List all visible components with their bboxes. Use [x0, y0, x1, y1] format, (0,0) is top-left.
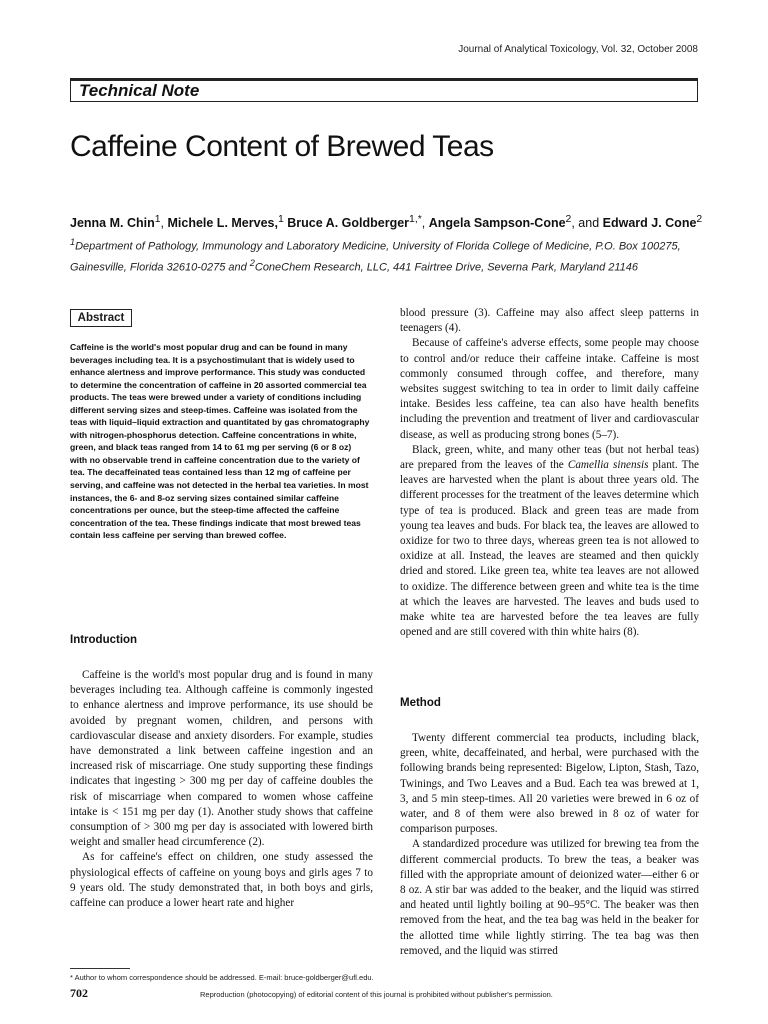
- introduction-heading: Introduction: [70, 634, 138, 646]
- section-banner: [70, 78, 698, 102]
- author-affil-mark: 2: [565, 214, 572, 225]
- author-affil-mark: 1: [277, 214, 284, 225]
- introduction-body: [70, 668, 373, 911]
- section-label: Technical Note: [79, 81, 200, 100]
- author-list: Jenna M. Chin$^1$, Michele L. Merves,$^1$ Bruce A. Goldberger$^{1,*}$, Angela Sampson-Cone$^2$, and Edward J. Cone$^2$: [70, 214, 703, 231]
- affil-mark: 2: [249, 257, 255, 268]
- author-affil-mark: 1: [154, 214, 161, 225]
- paragraph: As for caffeine's effect on children, one study assessed the physiological effects of caffeine on young boys and girls ages 7 to 9 years old. The study demonstrated that, in both boys and girls, caffeine can produce a lower heart rate and higher: [70, 851, 373, 910]
- footnote: * Author to whom correspondence should be addressed. E-mail: bruce-goldberger@ufl.edu.: [70, 973, 374, 982]
- paragraph: Caffeine is the world's most popular drug and is found in many beverages including tea. Although caffeine is commonly ingested to enhance alertness and improve performance, its use should be avoided by pregnant women, children, and persons with cardiovascular disease and anxiety disorders. For example, studies have demonstrated a link between caffeine ingestion and an increased risk of miscarriage. One study supporting these findings indicates that ingesting > 300 mg per day of caffeine doubles the risk of miscarriage when compared to women whose caffeine intake is < 151 mg per day (1). Another study shows that caffeine consumption of > 300 mg per day is associated with lowered birth weight and smaller head circumference (2).: [70, 669, 373, 849]
- paragraph: blood pressure (3). Caffeine may also affect sleep patterns in teenagers (4).: [400, 307, 699, 335]
- affil-mark: 1: [70, 237, 76, 247]
- paragraph: A standardized procedure was utilized for brewing tea from the different commercial products. To brew the teas, a beaker was filled with the appropriate amount of deionized water—either 6 or 8 oz. A stir bar was added to the beaker, and the liquid was stirred and heated until lightly boiling at 90–95°C. The beaker was then removed from the heat, and the tea bag was held in the beaker for the allotted time while lightly stirring. The tea bag was then removed, and the liquid was stirred: [400, 838, 699, 957]
- paragraph: Because of caffeine's adverse effects, some people may choose to control and/or reduce their caffeine intake. Caffeine is most commonly consumed through coffee, and therefore, many websites suggest switching to tea in order to limit daily caffeine intake. Besides less caffeine, tea can also have health benefits including the prevention and treatment of liver and cardiovascular disease, as well as producing strong bones (5–7).: [400, 337, 699, 441]
- abstract-text: Caffeine is the world's most popular drug and can be found in many beverages including tea. It is a psychostimulant that is widely used to enhance alertness and improve performance. This study was conducted to determine the concentration of caffeine in 20 assorted commercial tea products. The teas were brewed under a variety of conditions including different serving sizes and steep-times. Caffeine was isolated from the teas with liquid–liquid extraction and quantitated by gas chromatography with nitrogen-phosphorus detection. Caffeine concentrations in white, green, and black teas ranged from 14 to 61 mg per serving (6 or 8 oz) with no observable trend in caffeine concentration due to the variety of tea. The decaffeinated teas contained less than 12 mg of caffeine per serving, and caffeine was not detected in the herbal tea varieties. In most instances, the 6- and 8-oz serving sizes contained similar caffeine concentrations per ounce, but the steep-time affected the caffeine concentration of the tea. These findings indicate that most brewed teas contain less caffeine per serving than brewed coffee.: [70, 342, 370, 541]
- method-heading: Method: [400, 697, 441, 709]
- author-name: Jenna M. Chin: [70, 216, 155, 231]
- species-name: Camellia sinensis: [567, 459, 649, 472]
- author-conjunction: and: [578, 216, 600, 231]
- article-title: Caffeine Content of Brewed Teas: [70, 130, 494, 163]
- paragraph-text: Black, green, white, and many other teas (but not herbal teas) are prepared from the leaves of the: [400, 443, 699, 472]
- author-name: Michele L. Merves,: [167, 216, 278, 231]
- paragraph-text: plant. The leaves are harvested when the plant is about three years old. The different processes for the treatment of the leaves determine which type of tea is produced. Black and green teas are made from young tea leaves and buds. For black tea, the leaves are allowed to oxidize for two to three days, whereas green tea is not allowed to oxidize at all. Instead, the leaves are steamed and then quickly dried and stored. Like green tea, white tea leaves are not allowed to oxidize. The difference between green and white tea is the time at which the leaves are harvested. The leaves and buds used to make white tea are harvested before the tea leaves are fully opened and are still covered with thin white hairs (8).: [400, 459, 700, 639]
- author-affil-mark: 1,*: [409, 214, 422, 225]
- author-affil-mark: 2: [696, 214, 703, 225]
- author-name: Bruce A. Goldberger: [287, 216, 410, 231]
- paragraph: [400, 443, 699, 641]
- affiliation-line: ConeChem Research, LLC, 441 Fairtree Drive, Severna Park, Maryland 21146: [254, 261, 639, 274]
- page-number: 702: [70, 986, 88, 1000]
- affiliations: [70, 234, 710, 275]
- introduction-continued: [400, 306, 699, 640]
- method-body: [400, 731, 699, 959]
- paragraph: Twenty different commercial tea products, including black, green, white, decaffeinated, and herbal, were purchased with the following brands being represented: Bigelow, Lipton, Stash, Tazo, Twinings, and Two Leaves and a Bud. Each tea was brewed at 1, 3, and 5 min steep-times. All 20 varieties were brewed in 6 oz of water, and 8 of them were also brewed in 8 oz of water for comparison purposes.: [400, 732, 699, 836]
- author-name: Edward J. Cone: [602, 216, 697, 231]
- journal-citation: Journal of Analytical Toxicology, Vol. 32, October 2008: [458, 44, 698, 55]
- author-name: Angela Sampson-Cone: [428, 216, 566, 231]
- affiliation-line: Gainesville, Florida 32610-0275 and: [70, 261, 250, 274]
- affiliation-line: Department of Pathology, Immunology and Laboratory Medicine, University of Florida College of Medicine, P.O. Box 100275,: [75, 240, 681, 253]
- abstract-heading: Abstract: [70, 309, 132, 327]
- reproduction-notice: Reproduction (photocopying) of editorial content of this journal is prohibited without publisher's permission.: [200, 990, 553, 999]
- footnote-rule: [70, 968, 130, 969]
